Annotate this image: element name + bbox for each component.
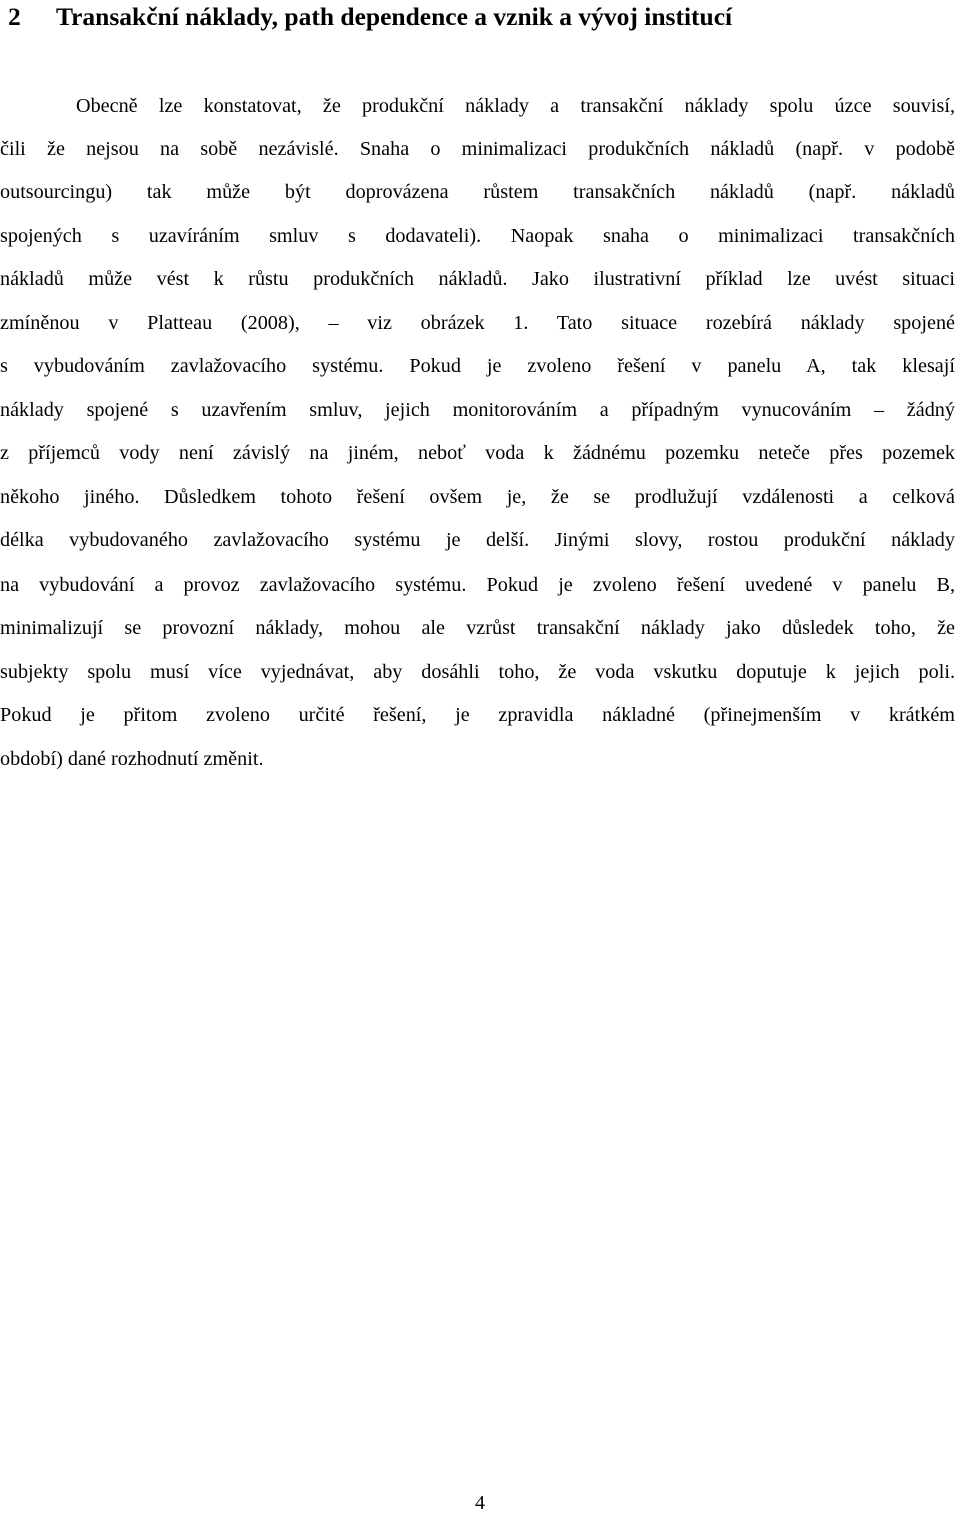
paragraph-line: náklady spojené s uzavřením smluv, jejich monitorováním a případným vynucováním – žádný [0,399,955,421]
paragraph-line: minimalizují se provozní náklady, mohou ale vzrůst transakční náklady jako důsledek toho, že [0,617,955,639]
paragraph-line: nákladů může vést k růstu produkčních nákladů. Jako ilustrativní příklad lze uvést situaci [0,268,955,290]
paragraph-line: s vybudováním zavlažovacího systému. Pokud je zvoleno řešení v panelu A, tak klesají [0,355,955,377]
page-number: 4 [475,1492,485,1514]
paragraph-line: zmíněnou v Platteau (2008), – viz obrázek 1. Tato situace rozebírá náklady spojené [0,312,955,334]
paragraph-line: délka vybudovaného zavlažovacího systému je delší. Jinými slovy, rostou produkční náklady [0,529,955,551]
chapter-heading [8,0,958,34]
paragraph-line: Pokud je přitom zvoleno určité řešení, je zpravidla nákladné (přinejmenším v krátkém [0,704,955,726]
paragraph-line: spojených s uzavíráním smluv s dodavateli). Naopak snaha o minimalizaci transakčních [0,225,955,247]
chapter-number: 2 [8,2,21,31]
paragraph-line: na vybudování a provoz zavlažovacího systému. Pokud je zvoleno řešení uvedené v panelu B, [0,574,955,596]
paragraph-line: čili že nejsou na sobě nezávislé. Snaha o minimalizaci produkčních nákladů (např. v podobě [0,138,955,160]
paragraph-line: období) dané rozhodnutí změnit. [0,748,264,770]
paragraph-line: někoho jiného. Důsledkem tohoto řešení ovšem je, že se prodlužují vzdálenosti a celková [0,486,955,508]
chapter-title: Transakční náklady, path dependence a vznik a vývoj institucí [56,2,733,31]
paragraph-line: subjekty spolu musí více vyjednávat, aby dosáhli toho, že voda vskutku doputuje k jejich poli. [0,661,955,683]
paragraph-line: Obecně lze konstatovat, že produkční náklady a transakční náklady spolu úzce souvisí, [76,95,955,117]
paragraph-line: z příjemců vody není závislý na jiném, neboť voda k žádnému pozemku neteče přes pozemek [0,442,955,464]
paragraph-line: outsourcingu) tak může být doprovázena růstem transakčních nákladů (např. nákladů [0,181,955,203]
